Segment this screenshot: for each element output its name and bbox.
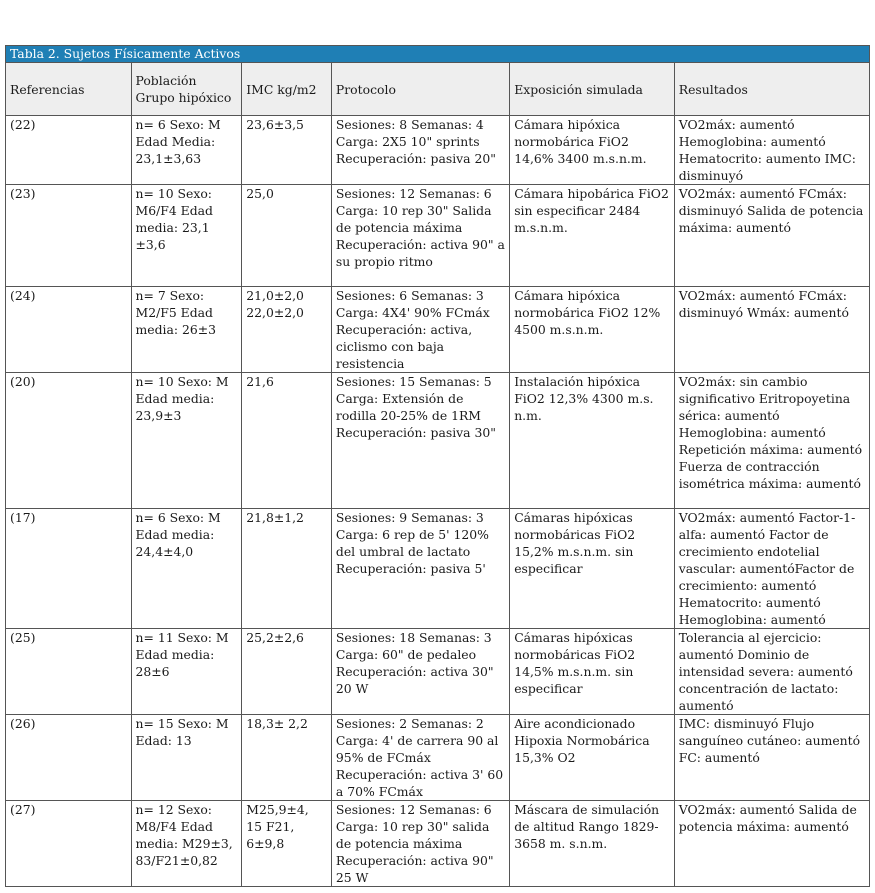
- cell-protocolo: Sesiones: 6 Semanas: 3 Carga: 4X4' 90% FCmáx Recuperación: activa, ciclismo con baja resistencia: [331, 287, 509, 373]
- cell-resultados: VO2máx: aumentó FCmáx: disminuyó Salida de potencia máxima: aumentó: [674, 185, 869, 287]
- cell-poblacion: n= 11 Sexo: M Edad media: 28±6: [131, 629, 242, 715]
- cell-resultados: VO2máx: aumentó FCmáx: disminuyó Wmáx: aumentó: [674, 287, 869, 373]
- cell-poblacion: n= 15 Sexo: M Edad: 13: [131, 715, 242, 801]
- cell-resultados: VO2máx: aumentó Factor-1-alfa: aumentó Factor de crecimiento endotelial vascular: aumentóFactor de crecimiento: aumentó Hematocrito: aumentó Hemoglobina: aumentó: [674, 509, 869, 629]
- cell-referencia: (20): [6, 373, 132, 509]
- cell-exposicion: Máscara de simulación de altitud Rango 1829-3658 m. s.n.m.: [510, 801, 675, 887]
- cell-poblacion: n= 6 Sexo: M Edad Media: 23,1±3,63: [131, 116, 242, 185]
- table-row: [6, 509, 870, 629]
- cell-poblacion: n= 6 Sexo: M Edad media: 24,4±4,0: [131, 509, 242, 629]
- cell-imc: 25,0: [242, 185, 332, 287]
- cell-imc: 21,6: [242, 373, 332, 509]
- table-row: [6, 715, 870, 801]
- table-container: [5, 45, 870, 887]
- table-caption: Tabla 2. Sujetos Físicamente Activos: [6, 46, 870, 63]
- header-imc: IMC kg/m2: [242, 63, 332, 116]
- cell-imc: M25,9±4, 15 F21, 6±9,8: [242, 801, 332, 887]
- cell-imc: 18,3± 2,2: [242, 715, 332, 801]
- cell-referencia: (17): [6, 509, 132, 629]
- header-referencias: Referencias: [6, 63, 132, 116]
- header-poblacion: Población Grupo hipóxico: [131, 63, 242, 116]
- header-resultados: Resultados: [674, 63, 869, 116]
- cell-poblacion: n= 12 Sexo: M8/F4 Edad media: M29±3, 83/F21±0,82: [131, 801, 242, 887]
- cell-referencia: (27): [6, 801, 132, 887]
- cell-resultados: VO2máx: sin cambio significativo Eritropoyetina sérica: aumentó Hemoglobina: aumentó Repetición máxima: aumentó Fuerza de contracción isométrica máxima: aumentó: [674, 373, 869, 509]
- cell-exposicion: Cámaras hipóxicas normobáricas FiO2 14,5% m.s.n.m. sin especificar: [510, 629, 675, 715]
- cell-poblacion: n= 7 Sexo: M2/F5 Edad media: 26±3: [131, 287, 242, 373]
- cell-protocolo: Sesiones: 2 Semanas: 2 Carga: 4' de carrera 90 al 95% de FCmáx Recuperación: activa 3' 60 a 70% FCmáx: [331, 715, 509, 801]
- cell-exposicion: Cámara hipóxica normobárica FiO2 12% 4500 m.s.n.m.: [510, 287, 675, 373]
- cell-exposicion: Cámaras hipóxicas normobáricas FiO2 15,2% m.s.n.m. sin especificar: [510, 509, 675, 629]
- cell-imc: 23,6±3,5: [242, 116, 332, 185]
- cell-protocolo: Sesiones: 8 Semanas: 4 Carga: 2X5 10" sprints Recuperación: pasiva 20": [331, 116, 509, 185]
- cell-resultados: Tolerancia al ejercicio: aumentó Dominio de intensidad severa: aumentó concentración de lactato: aumentó: [674, 629, 869, 715]
- cell-protocolo: Sesiones: 12 Semanas: 6 Carga: 10 rep 30" Salida de potencia máxima Recuperación: activa 90" a su propio ritmo: [331, 185, 509, 287]
- cell-resultados: IMC: disminuyó Flujo sanguíneo cutáneo: aumentó FC: aumentó: [674, 715, 869, 801]
- cell-protocolo: Sesiones: 12 Semanas: 6 Carga: 10 rep 30" salida de potencia máxima Recuperación: activa 90" 25 W: [331, 801, 509, 887]
- table-row: [6, 185, 870, 287]
- active-subjects-table: [5, 45, 870, 887]
- table-row: [6, 116, 870, 185]
- table-row: [6, 629, 870, 715]
- cell-referencia: (26): [6, 715, 132, 801]
- table-row: [6, 287, 870, 373]
- table-caption-row: [6, 46, 870, 63]
- cell-imc: 25,2±2,6: [242, 629, 332, 715]
- cell-referencia: (23): [6, 185, 132, 287]
- cell-protocolo: Sesiones: 18 Semanas: 3 Carga: 60" de pedaleo Recuperación: activa 30" 20 W: [331, 629, 509, 715]
- cell-resultados: VO2máx: aumentó Salida de potencia máxima: aumentó: [674, 801, 869, 887]
- cell-imc: 21,0±2,0 22,0±2,0: [242, 287, 332, 373]
- cell-referencia: (22): [6, 116, 132, 185]
- header-protocolo: Protocolo: [331, 63, 509, 116]
- cell-protocolo: Sesiones: 15 Semanas: 5 Carga: Extensión de rodilla 20-25% de 1RM Recuperación: pasiva 30": [331, 373, 509, 509]
- table-row: [6, 801, 870, 887]
- cell-protocolo: Sesiones: 9 Semanas: 3 Carga: 6 rep de 5' 120% del umbral de lactato Recuperación: pasiva 5': [331, 509, 509, 629]
- cell-imc: 21,8±1,2: [242, 509, 332, 629]
- cell-referencia: (25): [6, 629, 132, 715]
- table-row: [6, 373, 870, 509]
- cell-referencia: (24): [6, 287, 132, 373]
- cell-exposicion: Cámara hipobárica FiO2 sin especificar 2484 m.s.n.m.: [510, 185, 675, 287]
- header-exposicion: Exposición simulada: [510, 63, 675, 116]
- cell-poblacion: n= 10 Sexo: M Edad media: 23,9±3: [131, 373, 242, 509]
- cell-exposicion: Aire acondicionado Hipoxia Normobárica 15,3% O2: [510, 715, 675, 801]
- cell-resultados: VO2máx: aumentó Hemoglobina: aumentó Hematocrito: aumento IMC: disminuyó: [674, 116, 869, 185]
- cell-exposicion: Cámara hipóxica normobárica FiO2 14,6% 3400 m.s.n.m.: [510, 116, 675, 185]
- cell-poblacion: n= 10 Sexo: M6/F4 Edad media: 23,1 ±3,6: [131, 185, 242, 287]
- table-header-row: [6, 63, 870, 116]
- cell-exposicion: Instalación hipóxica FiO2 12,3% 4300 m.s. n.m.: [510, 373, 675, 509]
